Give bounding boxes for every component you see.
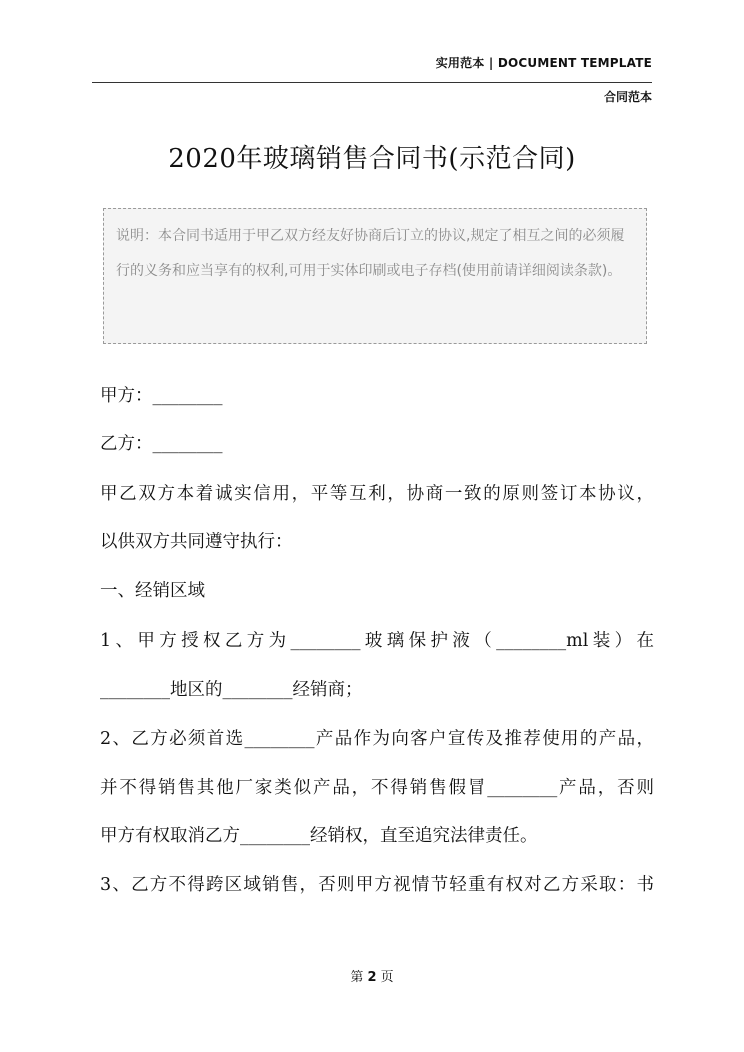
notice-box xyxy=(103,208,647,344)
body-line: 甲方有权取消乙方________经销权，直至追究法律责任。 xyxy=(100,826,538,846)
body-line: 2、乙方必须首选________产品作为向客户宣传及推荐使用的产品， xyxy=(100,729,654,749)
body-line: 并不得销售其他厂家类似产品，不得销售假冒________产品，否则 xyxy=(100,778,654,798)
page-prefix: 第 xyxy=(350,970,364,985)
header-divider xyxy=(92,82,652,83)
party-a-line: 甲方：________ xyxy=(100,386,223,406)
body-line: 以供双方共同遵守执行： xyxy=(100,532,293,552)
body-line: 甲乙双方本着诚实信用，平等互利，协商一致的原则签订本协议， xyxy=(100,484,654,504)
page-suffix: 页 xyxy=(380,970,394,985)
notice-text: 说明：本合同书适用于甲乙双方经友好协商后订立的协议,规定了相互之间的必须履行的义务和应当享有的权利,可用于实体印刷或电子存档(使用前请详细阅读条款)。 xyxy=(116,228,625,279)
page-number: 2 xyxy=(367,970,377,985)
page-footer xyxy=(0,966,744,985)
body-line: 3、乙方不得跨区域销售，否则甲方视情节轻重有权对乙方采取：书 xyxy=(100,875,654,895)
party-b-line: 乙方：________ xyxy=(100,434,223,454)
section-heading: 一、经销区域 xyxy=(100,581,205,601)
body-line: 1、甲方授权乙方为________玻璃保护液（________ml装）在 xyxy=(100,631,654,651)
header-category-label: 合同范本 xyxy=(603,90,652,104)
body-line: ________地区的________经销商； xyxy=(100,680,363,700)
document-title: 2020年玻璃销售合同书(示范合同) xyxy=(168,144,576,174)
header-template-label: 实用范本 | DOCUMENT TEMPLATE xyxy=(435,56,652,70)
